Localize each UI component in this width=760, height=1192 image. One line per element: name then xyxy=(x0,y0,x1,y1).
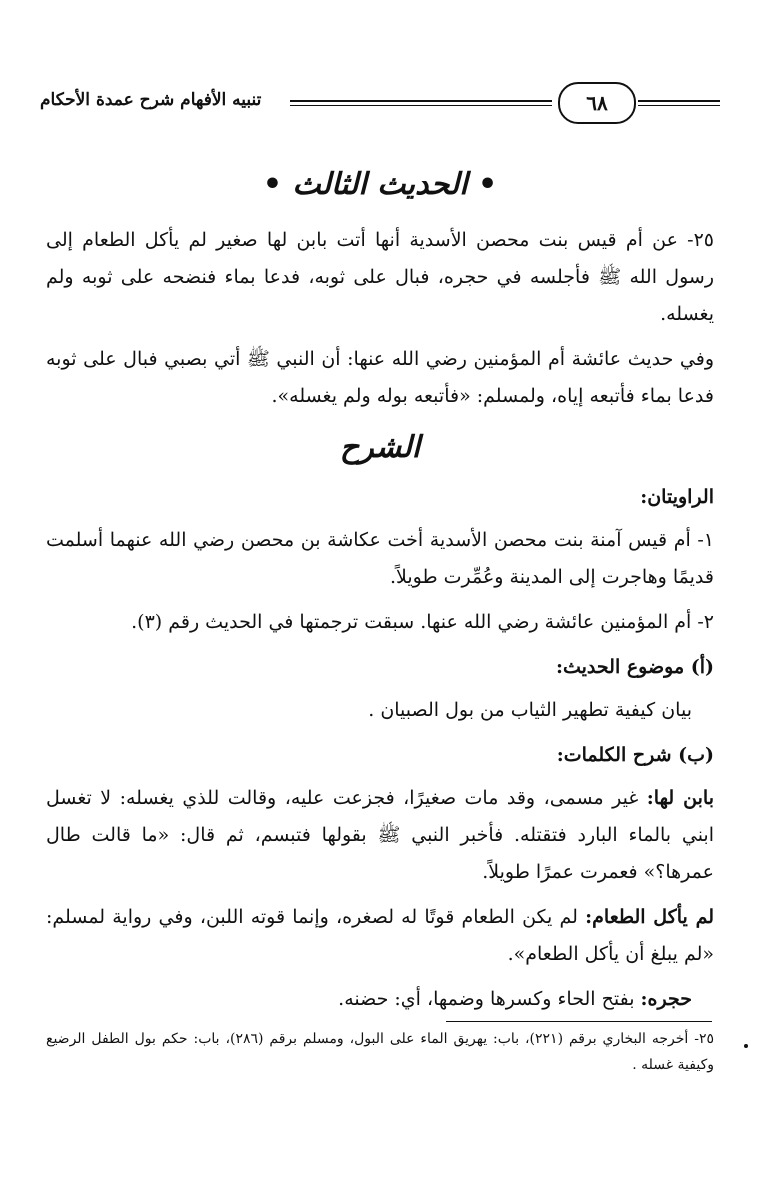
word-lead: لم يأكل الطعام: xyxy=(585,906,715,928)
hadith-title: • الحديث الثالث • xyxy=(262,167,498,202)
word-item xyxy=(46,780,714,891)
book-title: تنبيه الأفهام شرح عمدة الأحكام xyxy=(40,90,262,110)
word-lead: حجره: xyxy=(640,988,692,1010)
page-header xyxy=(40,82,720,124)
word-explanation: غير مسمى، وقد مات صغيرًا، فجزعت عليه، وقالت للذي يغسله: لا تغسل ابني بالماء البارد فتقتله. فأخبر النبي ﷺ بقولها فتبسم، ثم قال: «ما قالت طال عمرها؟» فعمرت عمرًا طويلاً. xyxy=(46,787,714,883)
word-explanation: بفتح الحاء وكسرها وضمها، أي: حضنه. xyxy=(338,988,641,1010)
hadith-text: ٢٥- عن أم قيس بنت محصن الأسدية أنها أتت بابن لها صغير لم يأكل الطعام إلى رسول الله ﷺ فأجلسه في حجره، فبال على ثوبه، فدعا بماء فنضحه على ثوبه ولم يغسله. xyxy=(46,229,714,325)
page-number: ٦٨ xyxy=(558,82,636,124)
word-item xyxy=(46,899,714,973)
header-rule-right xyxy=(638,100,720,106)
narrator-two: ٢- أم المؤمنين عائشة رضي الله عنها. سبقت ترجمتها في الحديث رقم (٣). xyxy=(131,611,714,633)
topic-text: بيان كيفية تطهير الثياب من بول الصبيان . xyxy=(368,699,692,721)
hadith-second-narration: وفي حديث عائشة أم المؤمنين رضي الله عنها: أن النبي ﷺ أتي بصبي فبال على ثوبه فدعا بماء فأتبعه إياه، ولمسلم: «فأتبعه بوله ولم يغسله». xyxy=(46,348,714,407)
word-item xyxy=(46,981,714,1018)
main-content xyxy=(46,160,714,1026)
footnote: ٢٥- أخرجه البخاري برقم (٢٢١)، باب: يهريق الماء على البول، ومسلم برقم (٢٨٦)، باب: حكم بول الطفل الرضيع وكيفية غسله . xyxy=(46,1031,714,1073)
word-explanation: لم يكن الطعام قوتًا له لصغره، وإنما قوته اللبن، وفي رواية لمسلم: «لم يبلغ أن يأكل الطعام». xyxy=(46,906,714,965)
edge-mark xyxy=(744,1044,748,1048)
footnote-divider xyxy=(446,1021,712,1022)
header-rule xyxy=(290,100,552,106)
narrators-heading: الراويتان: xyxy=(640,486,714,508)
topic-heading: (أ) موضوع الحديث: xyxy=(555,656,714,678)
words-heading: (ب) شرح الكلمات: xyxy=(556,744,714,766)
explanation-title: الشرح xyxy=(339,430,421,465)
word-lead: بابن لها: xyxy=(646,787,714,809)
narrator-one: ١- أم قيس آمنة بنت محصن الأسدية أخت عكاشة بن محصن رضي الله عنهما أسلمت قديمًا وهاجرت إلى المدينة وعُمِّرت طويلاً. xyxy=(46,529,714,588)
